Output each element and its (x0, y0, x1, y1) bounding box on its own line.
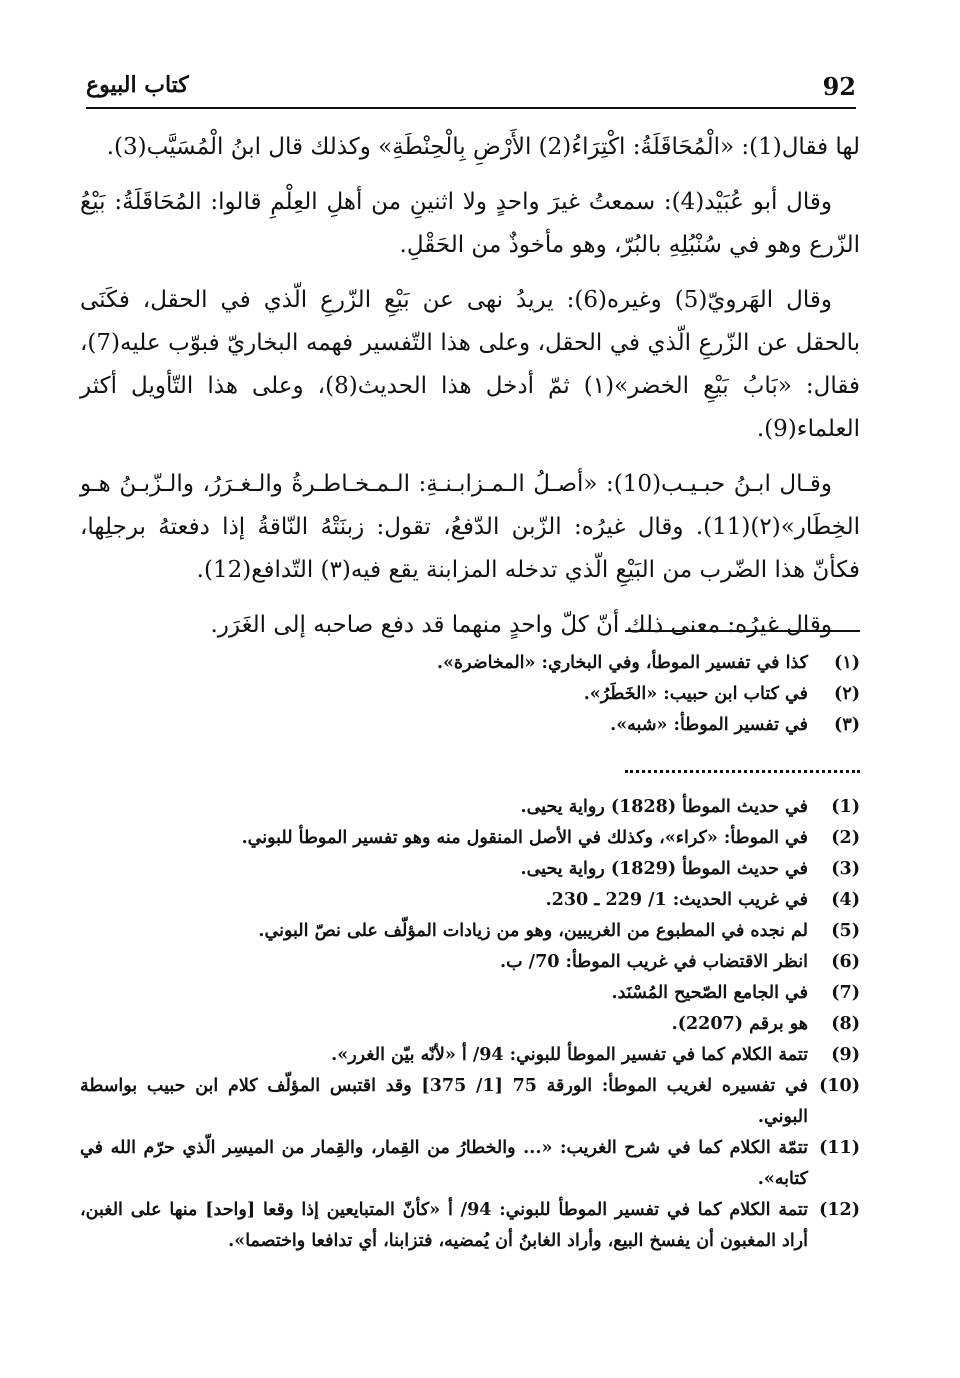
footnote-separator (625, 630, 860, 632)
footnote-number: (٢) (834, 684, 860, 704)
footnote-number: (9) (831, 1045, 860, 1065)
footnote (80, 947, 860, 978)
header-rule (86, 107, 856, 109)
footnote-text: في غريب الحديث: 1/ 229 ـ 230. (545, 890, 808, 910)
footnote-number: (5) (831, 921, 860, 941)
paragraph: وقـال ابـنُ حبـيـب(10): «أصـلُ الـمـزابـنـةِ: الـمـخـاطـرةُ والـغـرَرُ، والـزّبـنُ هـو الخِطَار»(٢)(11). وقال غيرُه: الزّبن الدّفعُ، تقول: زبنَتْهُ النّاقةُ إذا دفعتهُ برجلِها، فكأنّ هذا الضّرب من البَيْعِ الّذي تدخله المزابنة يقع فيه(٣) التّدافع(12). (80, 471, 860, 583)
footnote-text: في كتاب ابن حبيب: «الخَطَرُ». (583, 684, 808, 704)
paragraph: لها فقال(1): «الْمُحَاقَلَةُ: اكْتِرَاءُ(2) الأَرْضِ بِالْحِنْطَةِ» وكذلك قال ابنُ الْمُسَيَّب(3). (106, 134, 860, 160)
footnote (80, 823, 860, 854)
footnote-text: في تفسيره لغريب الموطأ: الورقة 75 [1/ 375] وقد اقتبس المؤلّف كلام ابن حبيب بواسطة البوني. (80, 1076, 808, 1127)
chapter-title: كتاب البيوع (86, 72, 189, 98)
main-text (80, 126, 860, 659)
footnote (80, 1133, 860, 1195)
footnote (80, 854, 860, 885)
footnote (80, 710, 860, 741)
footnote (80, 916, 860, 947)
editor-footnotes (80, 792, 860, 1257)
footnote-number: (٣) (834, 715, 860, 735)
footnote-number: (١) (834, 653, 860, 673)
footnote (80, 1040, 860, 1071)
footnote-number: (12) (819, 1200, 860, 1220)
footnote-text: في حديث الموطأ (1829) رواية يحيى. (520, 859, 808, 879)
footnote-text: لم نجده في المطبوع من الغريبين، وهو من زيادات المؤلّف على نصّ البوني. (258, 921, 808, 941)
footnote-text: في الجامع الصّحيح المُسْنَد. (611, 983, 808, 1003)
footnote-text: في حديث الموطأ (1828) رواية يحيى. (520, 797, 808, 817)
footnote-number: (2) (831, 828, 860, 848)
dotted-separator (625, 770, 860, 773)
footnote (80, 679, 860, 710)
footnote-text: تتمّة الكلام كما في شرح الغريب: «... والخطارُ من القِمار، والقِمار من الميسِر الّذي حرّم الله في كتابه». (80, 1138, 808, 1189)
paragraph: وقال غيرُه: معنى ذلك أنّ كلّ واحدٍ منهما قد دفع صاحبه إلى الغَرَر. (210, 612, 832, 638)
footnote (80, 648, 860, 679)
footnote-number: (3) (831, 859, 860, 879)
page-number: 92 (822, 72, 856, 101)
footnote-text: كذا في تفسير الموطأ، وفي البخاري: «المخاضرة». (436, 653, 808, 673)
footnote-text: في تفسير الموطأ: «شبه». (610, 715, 808, 735)
manuscript-notes (80, 648, 860, 741)
footnote-text: تتمة الكلام كما في تفسير الموطأ للبوني: 94/ أ «كأنّ المتبايعين إذا وقعا [واحد] منها على الغبن، أراد المغبون أن يفسخ البيع، وأراد الغابنُ أن يُمضيه، فتزابنا، أي تدافعا واختصما». (80, 1200, 809, 1251)
footnote (80, 1071, 860, 1133)
page-header (86, 70, 856, 104)
footnote-text: تتمة الكلام كما في تفسير الموطأ للبوني: 94/ أ «لأنّه بيّن الغرر». (331, 1045, 808, 1065)
footnote-number: (11) (819, 1138, 860, 1158)
footnote (80, 1195, 860, 1257)
footnote-number: (6) (831, 952, 860, 972)
footnote (80, 978, 860, 1009)
footnote-text: في الموطأ: «كراء»، وكذلك في الأصل المنقول منه وهو تفسير الموطأ للبوني. (241, 828, 808, 848)
footnote-number: (4) (831, 890, 860, 910)
paragraph: وقال الهَرويّ(5) وغيره(6): يريدُ نهى عن بَيْعِ الزّرعِ الّذي في الحقل، فكَنَى بالحقل عن الزّرعِ الّذي في الحقل، وعلى هذا التّفسير فهمه البخاريّ فبوّب عليه(7)، فقال: «بَابُ بَيْعِ الخضر»(١) ثمّ أدخل هذا الحديث(8)، وعلى هذا التّأويل أكثر العلماء(9). (80, 287, 861, 442)
footnote-number: (7) (831, 983, 860, 1003)
footnote (80, 885, 860, 916)
paragraph: وقال أبو عُبَيْد(4): سمعتُ غيرَ واحدٍ ولا اثنينِ من أهلِ العِلْمِ قالوا: المُحَاقَلَةُ: بَيْعُ الزّرع وهو في سُنْبُلِهِ بالبُرّ، وهو مأخوذٌ من الحَقْلِ. (80, 189, 860, 258)
footnote-text: هو برقم (2207). (671, 1014, 808, 1034)
footnote (80, 792, 860, 823)
footnote-number: (1) (831, 797, 860, 817)
footnote (80, 1009, 860, 1040)
footnote-text: انظر الاقتضاب في غريب الموطأ: 70/ ب. (500, 952, 808, 972)
footnote-number: (8) (831, 1014, 860, 1034)
footnote-number: (10) (819, 1076, 860, 1096)
